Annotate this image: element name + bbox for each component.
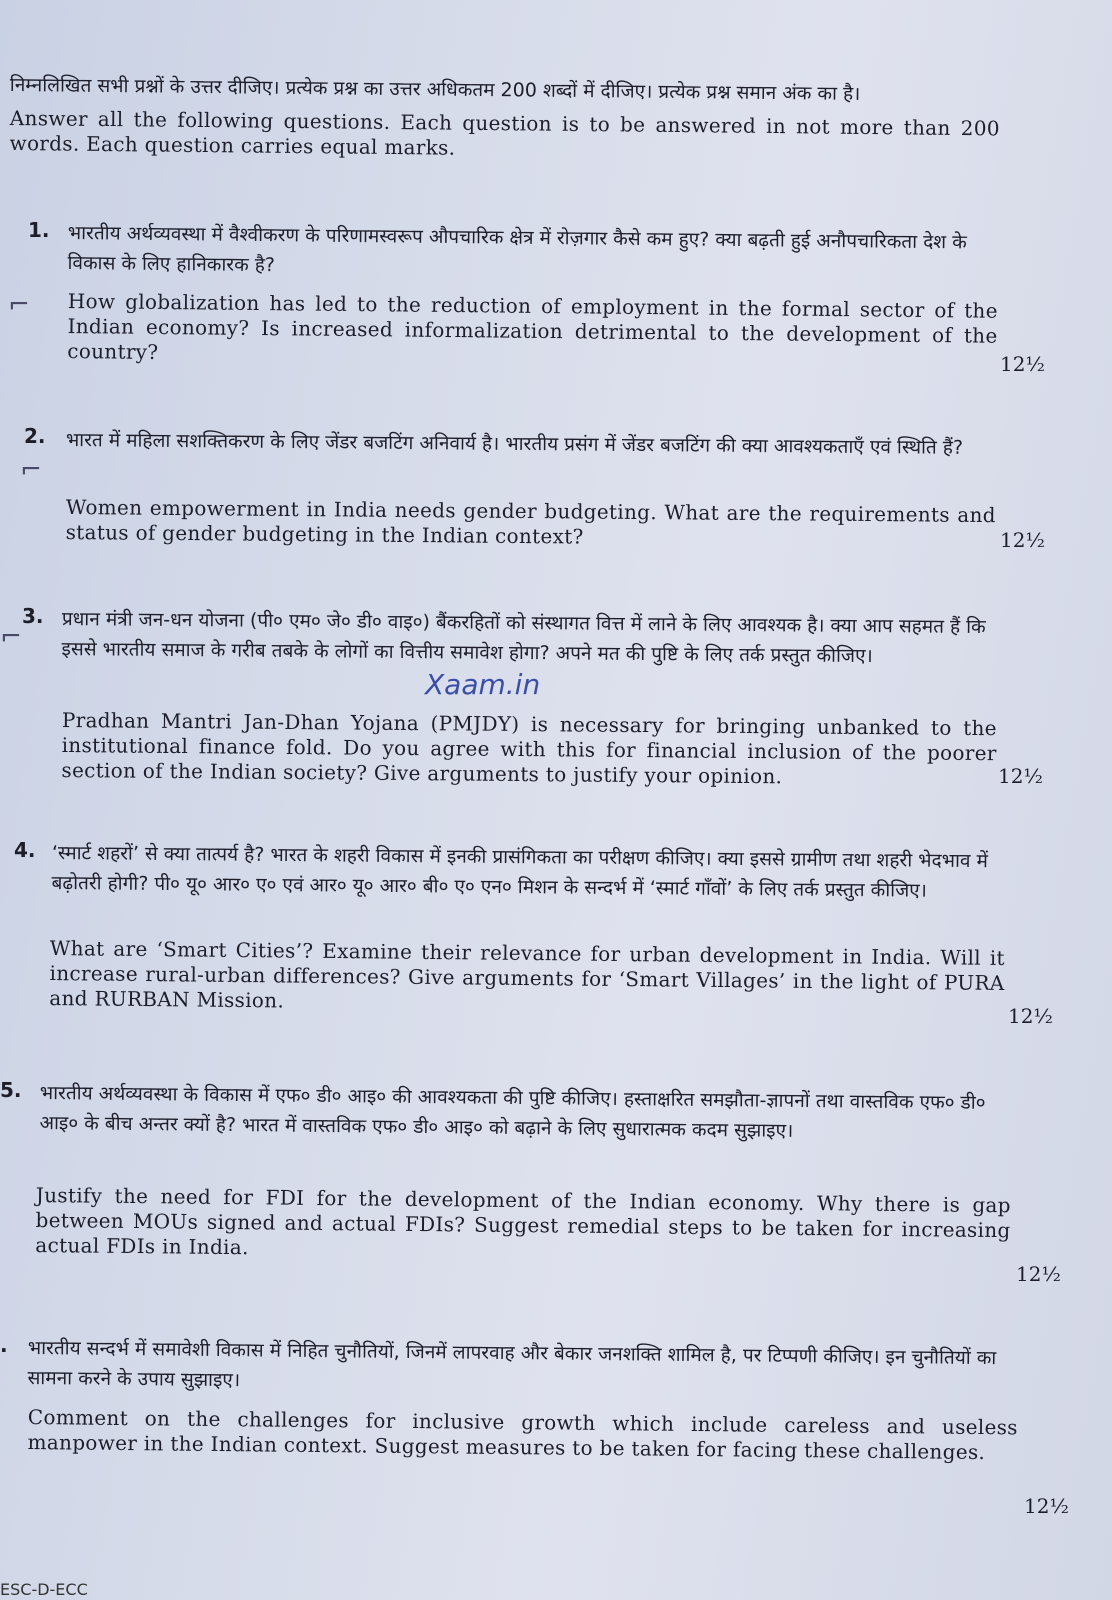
footer-code: ESC-D-ECC: [0, 1580, 88, 1599]
pencil-tick-icon: ⌐: [8, 290, 30, 320]
question-marks: 12½: [1000, 528, 1045, 552]
handwritten-watermark: Xaam.in: [425, 668, 541, 701]
question-english: Pradhan Mantri Jan-Dhan Yojana (PMJDY) is necessary for bringing unbanked to the institutional finance fold. Do you agree with this for financial inclusion of the poorer section of the Indian society? Give arguments to justify your opinion.: [61, 708, 997, 789]
pencil-tick-icon: ⌐: [20, 455, 42, 485]
question-marks: 12½: [1000, 352, 1045, 376]
question-number: 4.: [14, 838, 36, 862]
question-marks: 12½: [1008, 1004, 1053, 1028]
question-english: Justify the need for FDI for the development of the Indian economy. Why there is gap between MOUs signed and actual FDIs? Suggest remedial steps to be taken for increasing actual FDIs in India.: [35, 1183, 1011, 1260]
instructions-hindi: निम्नलिखित सभी प्रश्नों के उत्तर दीजिए। प्रत्येक प्रश्न का उत्तर अधिकतम 200 शब्दों में दीजिए। प्रत्येक प्रश्न समान अंक का है।: [9, 73, 861, 105]
question-english: What are ‘Smart Cities’? Examine their relevance for urban development in India. Will it increase rural-urban differences? Give arguments for ‘Smart Villages’ in the light of PURA and RURBAN Mission.: [49, 936, 1005, 1013]
question-number: 1.: [28, 218, 50, 242]
question-english: Comment on the challenges for inclusive growth which include careless and useless manpower in the Indian context. Suggest measures to be taken for facing these challenges.: [27, 1405, 1018, 1465]
instructions-english: Answer all the following questions. Each question is to be answered in not more than 200 words. Each question carries equal marks.: [9, 106, 1000, 160]
question-hindi: भारतीय सन्दर्भ में समावेशी विकास में निहित चुनौतियों, जिनमें लापरवाह और बेकार जनशक्ति शामिल है, पर टिप्पणी कीजिए। इन चुनौतियों का सामना करने के उपाय सुझाइए।: [27, 1336, 997, 1392]
question-hindi: भारतीय अर्थव्यवस्था के विकास में एफ० डी० आइ० की आवश्यकता की पुष्टि कीजिए। हस्ताक्षरित समझौता-ज्ञापनों तथा वास्तविक एफ० डी० आइ० के बीच अन्तर क्यों है? भारत में वास्तविक एफ० डी० आइ० को बढ़ाने के लिए सुधारात्मक कदम सुझाइए।: [39, 1081, 986, 1142]
question-number: 5.: [0, 1078, 22, 1102]
question-hindi: ‘स्मार्ट शहरों’ से क्या तात्पर्य है? भारत के शहरी विकास में इनकी प्रासंगिकता का परीक्षण कीजिए। क्या इससे ग्रामीण तथा शहरी भेदभाव में बढ़ोतरी होगी? पी० यू० आर० ए० एवं आर० यू० आर० बी० ए० एन० मिशन के सन्दर्भ में ‘स्मार्ट गाँवों’ के लिए तर्क प्रस्तुत कीजिए।: [51, 841, 989, 902]
question-english: How globalization has led to the reduction of employment in the formal sector of the Indian economy? Is increased informalization detrimental to the development of the country?: [67, 289, 998, 364]
question-number: 2.: [24, 424, 46, 448]
question-marks: 12½: [998, 764, 1043, 788]
question-marks: 12½: [1016, 1262, 1061, 1286]
question-number: .: [0, 1333, 8, 1357]
question-hindi: भारतीय अर्थव्यवस्था में वैश्वीकरण के परिणामस्वरूप औपचारिक क्षेत्र में रोज़गार कैसे कम हुए? क्या बढ़ती हुई अनौपचारिकता देश के विकास के लिए हानिकारक है?: [67, 221, 967, 277]
question-hindi: भारत में महिला सशक्तिकरण के लिए जेंडर बजटिंग अनिवार्य है। भारतीय प्रसंग में जेंडर बजटिंग की क्या आवश्यकताएँ एवं स्थिति हैं?: [65, 428, 964, 459]
question-number: 3.: [22, 604, 44, 628]
question-hindi: प्रधान मंत्री जन-धन योजना (पी० एम० जे० डी० वाइ०) बैंकरहितों को संस्थागत वित्त में लाने के लिए आवश्यक है। क्या आप सहमत हैं कि इससे भारतीय समाज के गरीब तबके के लोगों का वित्तीय समावेश होगा? अपने मत की पुष्टि के लिए तर्क प्रस्तुत कीजिए।: [61, 607, 986, 668]
question-marks: 12½: [1024, 1494, 1069, 1518]
question-english: Women empowerment in India needs gender budgeting. What are the requirements and status of gender budgeting in the Indian context?: [65, 495, 996, 549]
pencil-tick-icon: ⌐: [0, 622, 22, 652]
